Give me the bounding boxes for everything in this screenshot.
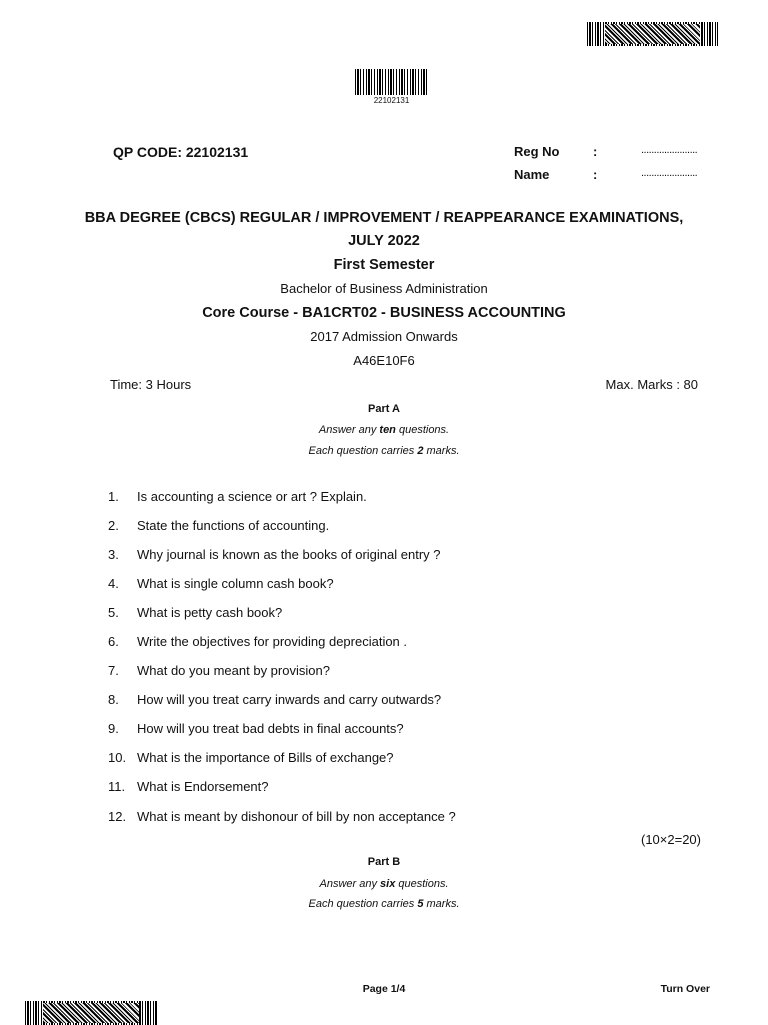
- admission: 2017 Admission Onwards: [310, 329, 458, 344]
- qp-code: QP CODE: 22102131: [113, 144, 249, 160]
- question-number: 4.: [108, 576, 119, 591]
- max-marks: Max. Marks : 80: [605, 377, 698, 392]
- question-text: How will you treat carry inwards and carry outwards?: [137, 692, 442, 707]
- name-colon: :: [593, 167, 598, 182]
- question-number: 10.: [108, 750, 127, 765]
- scan-code-top-right: [587, 22, 718, 46]
- question-number: 12.: [108, 809, 127, 824]
- exam-title-line2: JULY 2022: [348, 233, 420, 249]
- scan-code-bottom-left: [25, 1001, 157, 1025]
- question-text: Why journal is known as the books of original entry ?: [137, 547, 441, 562]
- question-text: Write the objectives for providing depreciation .: [137, 634, 408, 649]
- reg-no-label: Reg No: [514, 144, 560, 159]
- course-title: Core Course - BA1CRT02 - BUSINESS ACCOUNTING: [202, 305, 566, 321]
- part-a-total-marks: (10×2=20): [641, 832, 701, 847]
- paper-code: A46E10F6: [353, 353, 415, 368]
- question-text: What is single column cash book?: [137, 576, 334, 591]
- name-label: Name: [514, 167, 550, 182]
- question-number: 9.: [108, 721, 119, 736]
- name-blank: ......................: [641, 167, 698, 179]
- question-text: What is the importance of Bills of exchange?: [137, 750, 394, 765]
- part-a-instruction-2: Each question carries 2 marks.: [308, 445, 460, 457]
- part-b-instruction-2: Each question carries 5 marks.: [308, 898, 460, 910]
- question-number: 2.: [108, 518, 119, 533]
- question-text: What is petty cash book?: [137, 605, 283, 620]
- reg-no-blank: ......................: [641, 144, 698, 156]
- question-text: What is Endorsement?: [137, 779, 269, 794]
- semester: First Semester: [333, 257, 435, 273]
- part-a-instruction-1: Answer any ten questions.: [318, 424, 450, 436]
- question-number: 8.: [108, 692, 119, 707]
- question-text: State the functions of accounting.: [137, 518, 330, 533]
- question-number: 7.: [108, 663, 119, 678]
- part-a-title: Part A: [368, 403, 400, 415]
- question-number: 3.: [108, 547, 119, 562]
- question-number: 5.: [108, 605, 119, 620]
- turn-over: Turn Over: [660, 983, 710, 995]
- part-b-title: Part B: [367, 856, 401, 868]
- question-number: 6.: [108, 634, 119, 649]
- question-text: What do you meant by provision?: [137, 663, 330, 678]
- time-allowed: Time: 3 Hours: [110, 377, 192, 392]
- part-b-instruction-1: Answer any six questions.: [319, 878, 449, 890]
- page-number: Page 1/4: [362, 983, 406, 995]
- question-text: How will you treat bad debts in final accounts?: [137, 721, 404, 736]
- question-text: What is meant by dishonour of bill by non acceptance ?: [137, 809, 456, 824]
- reg-no-colon: :: [593, 144, 598, 159]
- question-text: Is accounting a science or art ? Explain.: [137, 489, 367, 504]
- barcode: [355, 69, 428, 95]
- barcode-number: 22102131: [373, 96, 410, 105]
- question-number: 1.: [108, 489, 119, 504]
- exam-title-line1: BBA DEGREE (CBCS) REGULAR / IMPROVEMENT / REAPPEARANCE EXAMINATIONS,: [84, 210, 684, 226]
- question-number: 11.: [108, 779, 126, 794]
- programme: Bachelor of Business Administration: [280, 281, 488, 296]
